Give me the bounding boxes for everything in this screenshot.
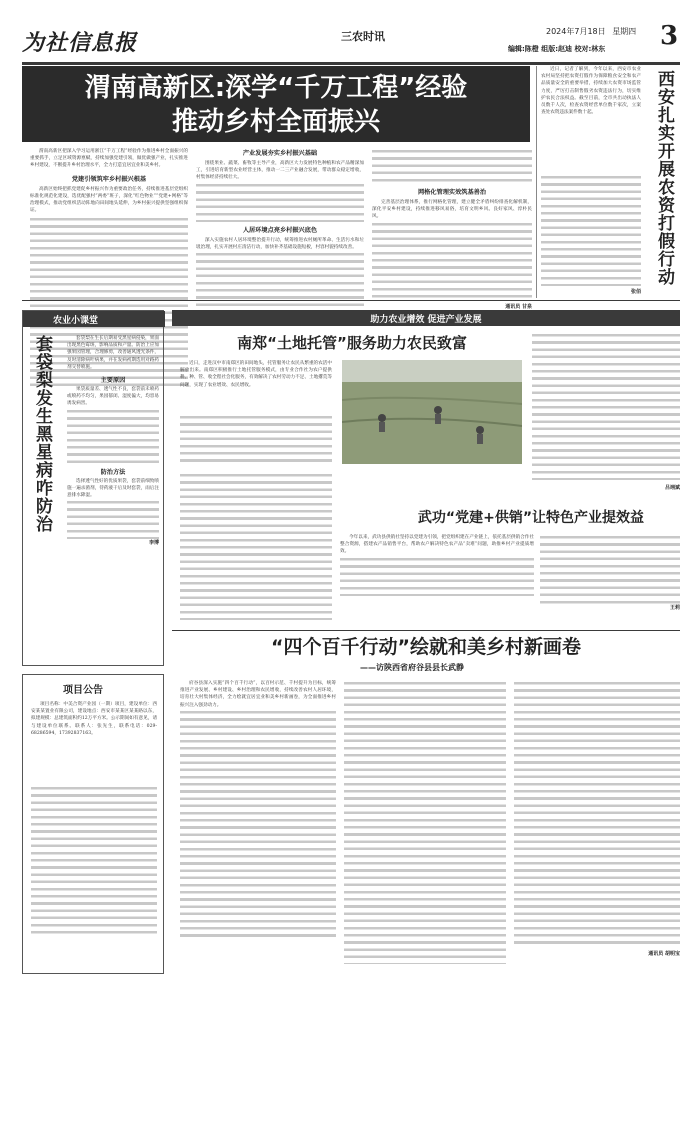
classroom-header	[23, 311, 165, 327]
sixiang-col-3-text	[514, 680, 680, 946]
classroom-text: 套袋梨在生长后期易受黑星病侵染，果面出现黑色霉斑，影响品质和产量。防治上应加强果园管理，合理修剪，改善通风透光条件，及时清除病叶病果，并在发病初期选用对路药剂交替喷施。	[67, 336, 159, 370]
sixiang-subhead: ——访陕西省府谷县县长武静	[360, 663, 464, 672]
field-workers-image	[342, 360, 522, 464]
sixiang-col-3	[514, 680, 680, 964]
editor-credits: 编辑:陈橙 组版:赵迪 校对:林东	[508, 45, 606, 53]
wugong-text-filler	[340, 556, 534, 596]
lead-section-title-4: 网格化管理实效筑基善治	[417, 189, 487, 196]
wugong-right-col	[540, 534, 680, 620]
notice-header: 项目公告	[63, 685, 103, 696]
issue-date	[546, 26, 636, 37]
weekday-text: 星期四	[612, 27, 637, 36]
wugong-headline: 武功“党建+供销”让特色产业提效益	[417, 510, 645, 526]
wugong-left-col	[180, 472, 332, 620]
classroom-sub-text-2: 选择透气性好的优质果袋，套袋前细致喷施一遍杀菌剂，待药液干后及时套袋，雨后注意排水降湿。	[67, 478, 159, 499]
page-bottom-margin	[0, 980, 700, 1136]
classroom-sub-title-2: 防治方法	[100, 468, 126, 476]
sixiang-byline: 通讯员 胡明宝	[648, 951, 680, 957]
lead-headline-box	[22, 66, 530, 142]
wugong-byline: 王莉	[669, 605, 680, 611]
masthead-rule	[22, 62, 680, 65]
lead-section-title-2: 产业发展夯实乡村振兴基础	[242, 150, 318, 157]
nanzheng-right-text	[532, 332, 680, 480]
nanzheng-text-filler	[180, 414, 332, 464]
wugong-body	[340, 534, 534, 620]
sixiang-headline: “四个百千行动”绘就和美乡村新画卷	[271, 636, 581, 658]
lead-byline: 通讯员 甘泉	[505, 303, 532, 310]
classroom-byline: 李博	[148, 540, 159, 547]
banner-text: 助力农业增效 促进产业发展	[370, 315, 482, 325]
date-text: 2024年7月18日	[546, 27, 606, 36]
xian-article	[541, 66, 681, 298]
xian-text-filler	[541, 174, 641, 286]
xian-headline: 西安扎实开展农资打假行动	[654, 70, 674, 286]
lead-headline-line1: 渭南高新区:深学“千万工程”经验	[84, 73, 468, 103]
notice-box	[22, 674, 164, 974]
nanzheng-text: 近日，走进汉中市南郑区的田间地头，托管服务让农民从繁重的农活中解放出来。南郑区积极推行土地托管服务模式，由专业合作社为农户提供耕、种、管、收全程社会化服务，有效解决了农村劳动力不足、土地撂荒等问题，实现了农业增效、农民增收。	[180, 361, 332, 388]
nanzheng-photo	[342, 360, 522, 464]
banner	[172, 310, 680, 326]
notice-text: 项目名称：中美合资产业园（一期）项目，建设单位：西安某某置业有限公司，建设地点：西安市某某区某某路以东，拟建规模：总建筑面积约12万平方米。公示期间如有意见，请与建设单位联系。联系人：张先生，联系电话：029-68286594，17392837163。	[31, 702, 157, 736]
sixiang-text: 府谷县深入实施“四个百千行动”，以百村示范、千村提升为目标，统筹推进产业发展、乡村建设、乡村治理和农民增收，持续改善农村人居环境，培育壮大村集体经济，全力绘就宜居宜业和美乡村新画卷，为全面推进乡村振兴注入强劲动力。	[180, 681, 336, 708]
sidebar-divider	[536, 66, 537, 298]
nanzheng-headline: 南郑“土地托管”服务助力农民致富	[237, 334, 467, 352]
lead-section-text-3: 深入实施农村人居环境整治提升行动，统筹推进农村厕所革命、生活污水和垃圾治理，扎实开展村庄清洁行动，加快补齐基础设施短板，村容村貌持续改善。	[196, 237, 364, 250]
lead-section-text-1: 高新区始终把抓党建促乡村振兴作为重要政治任务，持续推进基层党组织标准化规范化建设，选优配强村“两委”班子，深化“红色物业”“党建+网格”等治理模式，推动党组织活动阵地向田间地头延伸，为乡村振兴提供坚强组织保证。	[30, 186, 188, 214]
lead-section-text-2: 围绕果业、蔬菜、畜牧等主导产业，高新区大力发展特色种植和农产品精深加工，引进培育新型农业经营主体，推动一二三产业融合发展，带动群众稳定增收，村集体经济持续壮大。	[196, 161, 364, 181]
page-number: 3	[660, 21, 679, 51]
wugong-right-text	[540, 534, 680, 604]
lead-column-3-text-b	[372, 221, 532, 301]
lead-bottom-rule	[22, 300, 680, 301]
sixiang-col-2	[344, 680, 506, 964]
classroom-headline: 套袋梨发生黑星病咋防治	[32, 335, 52, 533]
lead-section-text-4: 完善基层治理体系，推行网格化管理，建立健全矛盾纠纷排查化解机制，深化平安乡村建设，持续推进移风易俗，培育文明乡风、良好家风、淳朴民风。	[372, 200, 532, 220]
notice-filler	[31, 785, 157, 935]
classroom-sub-title-1: 主要原因	[100, 377, 126, 385]
lead-section-title-1: 党建引领筑牢乡村振兴根基	[71, 175, 147, 183]
section-title: 三农时讯	[341, 30, 385, 43]
nanzheng-byline: 吕翊斌	[664, 485, 680, 491]
masthead	[22, 22, 680, 64]
classroom-filler-1	[67, 408, 159, 464]
sixiang-col-1-text	[180, 709, 336, 939]
newspaper-logo: 为社信息报	[22, 30, 138, 56]
xian-text: 近日，记者了解到，今年以来，西安市农业农村局坚持把农资打假作为保障粮食安全和农产品质量安全的重要举措，持续加大农资市场监管力度，严厉打击制售假劣农资违法行为，切实维护农民合法权益。截至目前，全市共出动执法人员数千人次，检查农资经营单位数千家次，立案查处农资违法案件数十起。	[541, 67, 641, 116]
sixiang-col-1	[180, 680, 336, 964]
sixiang-top-rule	[172, 630, 680, 631]
lead-intro: 渭南高新区把深入学习运用浙江“千万工程”经验作为推进乡村全面振兴的重要抓手，立足区域资源禀赋，持续加强党建引领，做优做强产业，扎实推进乡村建设，不断提升乡村治理水平，全力打造宜居宜业和美乡村。	[30, 149, 188, 169]
classroom-body	[67, 335, 159, 655]
classroom-box	[22, 310, 164, 666]
classroom-header-text: 农业小课堂	[53, 316, 99, 326]
xian-byline: 张佰	[630, 289, 641, 295]
lead-column-3-text-a	[372, 148, 532, 184]
classroom-sub-text-1: 果袋质量差、透气性不良，套袋前未喷药或喷药不均匀，果园郁闭、湿度偏大，均容易诱发病害。	[67, 387, 159, 407]
wugong-text: 今年以来，武功县供销社坚持以党建为引领，把党组织建在产业链上，依托基层供销合作社整合资源，搭建农产品销售平台，帮助农户解决特色农产品“卖难”问题，助推乡村产业提质增效。	[340, 535, 534, 555]
lead-column-2-text-a	[196, 182, 364, 222]
classroom-filler-2	[67, 499, 159, 539]
lead-section-title-3: 人居环境点亮乡村振兴底色	[242, 226, 318, 234]
nanzheng-right-col	[532, 332, 680, 502]
nanzheng-body	[180, 360, 332, 412]
lead-headline-line2: 推动乡村全面振兴	[171, 107, 380, 137]
